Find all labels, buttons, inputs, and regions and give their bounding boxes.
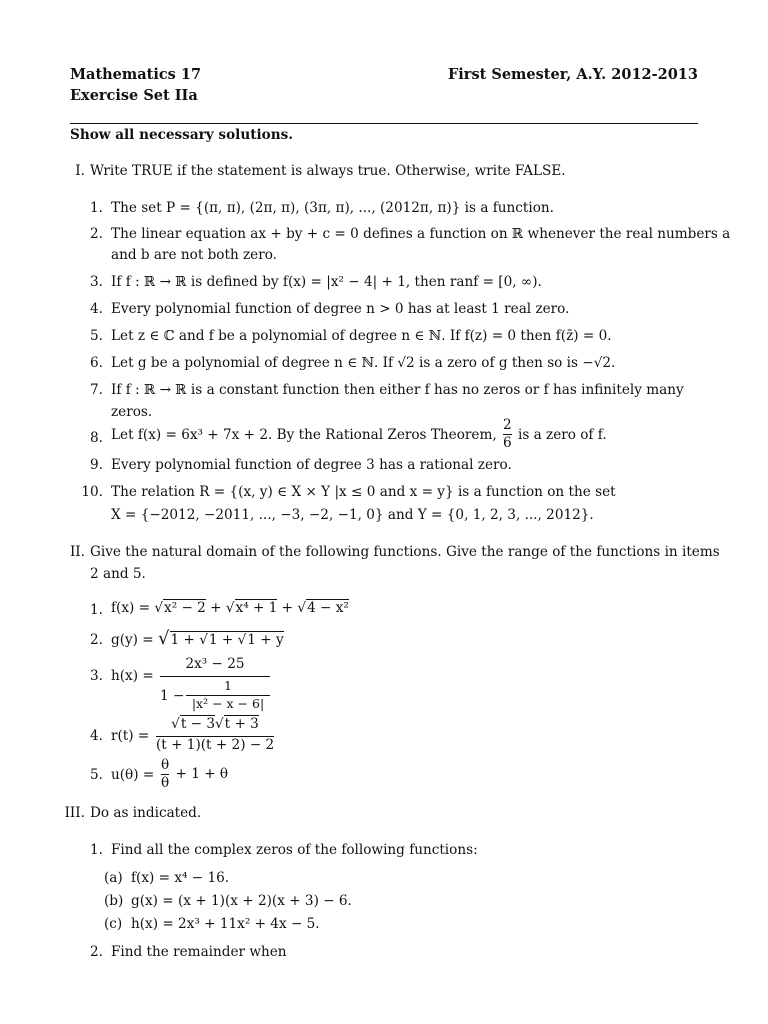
p3-item-text: Find all the complex zeros of the following functions: bbox=[111, 842, 478, 858]
sqrt-icon: √ bbox=[225, 600, 235, 616]
radicand: t − 3 bbox=[180, 716, 215, 732]
p1-item-number: 6. bbox=[90, 355, 103, 371]
radicand: t + 3 bbox=[224, 716, 259, 732]
p1-item-text: and b are not both zero. bbox=[111, 247, 277, 263]
p1-item-text: Every polynomial function of degree 3 has a rational zero. bbox=[111, 457, 512, 473]
p1-item-text: Let z ∈ ℂ and f be a polynomial of degree n ∈ ℕ. If f(z) = 0 then f(z̄) = 0. bbox=[111, 328, 612, 344]
p3-item-number: 1. bbox=[90, 842, 103, 858]
part1-instruction: Write TRUE if the statement is always true. Otherwise, write FALSE. bbox=[90, 163, 566, 179]
p2-item3-numerator: 2x³ − 25 bbox=[185, 656, 245, 672]
p3-item-number: 2. bbox=[90, 944, 103, 960]
radicand-term: 1 + bbox=[170, 632, 195, 648]
part2-instruction: Give the natural domain of the following functions. Give the range of the functions in items bbox=[90, 544, 720, 560]
p1-item-text: Every polynomial function of degree n > 0 has at least 1 real zero. bbox=[111, 301, 570, 317]
radicand-term: 1 + bbox=[208, 632, 234, 648]
course-title: Mathematics 17 bbox=[70, 66, 202, 83]
p1-item-text: The set P = {(π, π), (2π, π), (3π, π), ..., (2012π, π)} is a function. bbox=[111, 200, 554, 216]
fraction-numerator: θ bbox=[161, 757, 170, 773]
fraction-bar bbox=[160, 676, 270, 677]
radicand-inner: 1 + y bbox=[247, 632, 284, 648]
p1-item8-pre: Let f(x) = 6x³ + 7x + 2. By the Rational Zeros Theorem, bbox=[111, 426, 497, 443]
p2-item-number: 2. bbox=[90, 632, 103, 648]
radicand-outer bbox=[170, 631, 284, 648]
sub-item-label: (b) bbox=[104, 893, 124, 909]
fraction bbox=[503, 418, 512, 451]
p1-item8-post: is a zero of f. bbox=[517, 426, 607, 443]
p1-item-number: 5. bbox=[90, 328, 103, 344]
p2-item-lhs: h(x) = bbox=[111, 668, 154, 684]
part2-instruction: 2 and 5. bbox=[90, 566, 146, 582]
p2-item-number: 3. bbox=[90, 668, 103, 684]
p1-item-number: 10. bbox=[81, 484, 103, 500]
fraction-numerator: 2 bbox=[502, 417, 512, 433]
p2-item5-rest: + 1 + θ bbox=[175, 766, 229, 783]
p1-item-text: The linear equation ax + by + c = 0 defines a function on ℝ whenever the real numbers a bbox=[111, 226, 731, 242]
radicand: x⁴ + 1 bbox=[235, 600, 278, 616]
p1-item-number: 9. bbox=[90, 457, 103, 473]
radicand: x² − 2 bbox=[164, 600, 206, 616]
p1-item-number: 2. bbox=[90, 226, 103, 242]
p2-item-expression bbox=[111, 628, 284, 649]
sqrt-icon: √ bbox=[158, 628, 170, 649]
p1-item-text: The relation R = {(x, y) ∈ X × Y |x ≤ 0 and x = y} is a function on the set bbox=[111, 484, 616, 500]
p2-item-expression bbox=[111, 600, 349, 616]
fraction-denominator: 6 bbox=[502, 434, 512, 451]
plus-sign: + bbox=[281, 600, 294, 616]
p1-item-text bbox=[111, 418, 607, 451]
function-lhs: f(x) = bbox=[111, 600, 151, 616]
p2-item3-den-numerator: 1 bbox=[224, 678, 232, 693]
function-lhs: g(y) = bbox=[111, 632, 154, 648]
radicand-middle bbox=[208, 631, 284, 648]
p2-item4-denominator: (t + 1)(t + 2) − 2 bbox=[156, 737, 275, 753]
p2-item-number: 4. bbox=[90, 728, 103, 744]
p1-item-number: 1. bbox=[90, 200, 103, 216]
p3-item-text: Find the remainder when bbox=[111, 944, 287, 960]
p1-item-text: Let g be a polynomial of degree n ∈ ℕ. If √2 is a zero of g then so is −√2. bbox=[111, 355, 616, 371]
p1-item-number: 4. bbox=[90, 301, 103, 317]
p2-item-lhs: u(θ) = bbox=[111, 767, 155, 783]
p2-item-lhs: r(t) = bbox=[111, 728, 150, 744]
fraction bbox=[161, 758, 169, 791]
p2-item-number: 1. bbox=[90, 602, 103, 618]
p1-item-text: If f : ℝ → ℝ is a constant function then either f has no zeros or f has infinitely many bbox=[111, 382, 684, 398]
sqrt-icon: √ bbox=[215, 716, 224, 732]
fraction-denominator: θ bbox=[161, 774, 170, 791]
sub-item-text: g(x) = (x + 1)(x + 2)(x + 3) − 6. bbox=[131, 893, 352, 909]
p2-item4-numerator bbox=[156, 716, 274, 732]
part2-number: II. bbox=[69, 544, 85, 560]
sqrt-icon: √ bbox=[237, 632, 247, 648]
p2-item3-den-denominator: |x² − x − 6| bbox=[191, 696, 265, 711]
p1-item-text: X = {−2012, −2011, ..., −3, −2, −1, 0} and Y = {0, 1, 2, 3, ..., 2012}. bbox=[111, 507, 594, 523]
sqrt-icon: √ bbox=[199, 632, 208, 648]
p2-item3-den-pre: 1 − bbox=[160, 688, 185, 704]
sqrt-icon: √ bbox=[171, 716, 180, 732]
p1-item-number: 3. bbox=[90, 274, 103, 290]
header-divider bbox=[70, 123, 698, 124]
sqrt-icon: √ bbox=[297, 600, 307, 616]
p2-item5-expression bbox=[159, 758, 228, 791]
p1-item-text: zeros. bbox=[111, 404, 153, 420]
plus-sign: + bbox=[210, 600, 222, 616]
exercise-set-title: Exercise Set IIa bbox=[70, 87, 198, 104]
sqrt-icon: √ bbox=[154, 600, 164, 616]
sub-item-text: h(x) = 2x³ + 11x² + 4x − 5. bbox=[131, 916, 320, 932]
sub-item-text: f(x) = x⁴ − 16. bbox=[131, 870, 230, 886]
sub-item-label: (c) bbox=[104, 916, 123, 932]
p2-item-number: 5. bbox=[90, 767, 103, 783]
sub-item-label: (a) bbox=[104, 870, 123, 886]
p1-item-text: If f : ℝ → ℝ is defined by f(x) = |x² − 4| + 1, then ranf = [0, ∞). bbox=[111, 274, 542, 290]
instruction-text: Show all necessary solutions. bbox=[70, 127, 293, 143]
part3-instruction: Do as indicated. bbox=[90, 805, 202, 821]
p1-item-number: 8. bbox=[90, 430, 103, 446]
semester-label: First Semester, A.Y. 2012-2013 bbox=[448, 66, 698, 83]
part1-number: I. bbox=[75, 163, 85, 179]
part3-number: III. bbox=[64, 805, 85, 821]
p1-item-number: 7. bbox=[90, 382, 103, 398]
radicand: 4 − x² bbox=[307, 600, 349, 616]
